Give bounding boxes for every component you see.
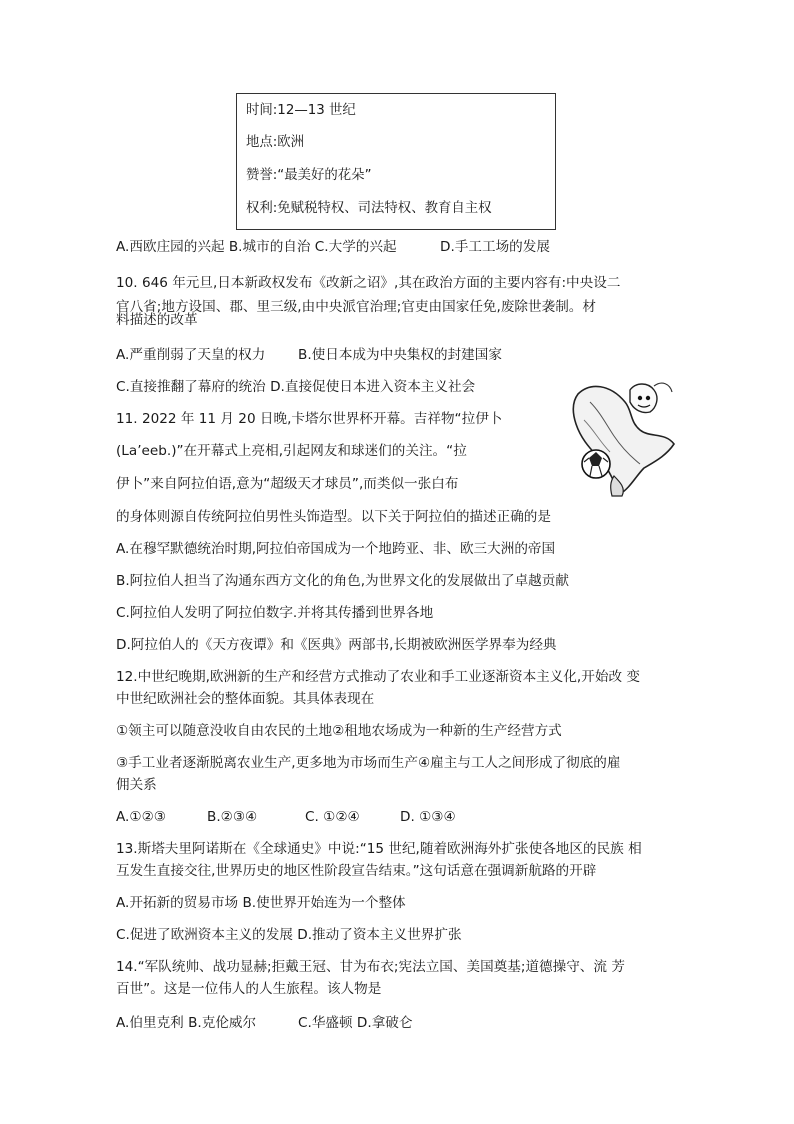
info-box — [236, 93, 556, 230]
info-label: 地点: — [246, 135, 278, 150]
q10-option-a: A.严重削弱了天皇的权力 — [116, 347, 266, 363]
q11-stem-1: 11. 2022 年 11 月 20 日晚,卡塔尔世界杯开幕。吉祥物“拉伊卜 — [116, 411, 503, 427]
info-label: 赞誉: — [246, 168, 278, 183]
q12-option-b: B.②③④ — [207, 809, 258, 825]
q14-options-cd: C.华盛顿 D.拿破仑 — [298, 1015, 413, 1031]
q12-item-2: ③手工业者逐渐脱离农业生产,更多地为市场而生产④雇主与工人之间形成了彻底的雇 — [116, 755, 621, 771]
q11-option-a: A.在穆罕默德统治时期,阿拉伯帝国成为一个地跨亚、非、欧三大洲的帝国 — [116, 541, 556, 557]
info-value: “最美好的花朵” — [277, 168, 372, 183]
q12-option-a: A.①②③ — [116, 809, 166, 825]
q13-option-cd: C.促进了欧洲资本主义的发展 D.推动了资本主义世界扩张 — [116, 927, 462, 943]
q14-options-ab: A.伯里克利 B.克伦威尔 — [116, 1015, 257, 1031]
info-row-praise — [246, 167, 372, 185]
q14-stem-2: 百世”。这是一位伟人的人生旅程。该人物是 — [116, 981, 382, 997]
q9-option-d: D.手工工场的发展 — [440, 239, 550, 255]
q10-stem-3: 料描述的改革 — [116, 312, 198, 328]
q11-option-b: B.阿拉伯人担当了沟通东西方文化的角色,为世界文化的发展做出了卓越贡献 — [116, 573, 569, 589]
info-label: 权利: — [246, 201, 278, 216]
q13-stem-1: 13.斯塔夫里阿诺斯在《全球通史》中说:“15 世纪,随着欧洲海外扩张使各地区的民族 相 — [116, 841, 642, 857]
q12-stem-2: 中世纪欧洲社会的整体面貌。其具体表现在 — [116, 691, 375, 707]
info-value: 免赋税特权、司法特权、教育自主权 — [277, 201, 492, 216]
q11-option-d: D.阿拉伯人的《天方夜谭》和《医典》两部书,长期被欧洲医学界奉为经典 — [116, 637, 557, 653]
q12-item-1: ①领主可以随意没收自由农民的土地②租地农场成为一种新的生产经营方式 — [116, 723, 562, 739]
q9-options: A.西欧庄园的兴起 B.城市的自治 C.大学的兴起 — [116, 239, 397, 255]
q12-option-c: C. ①②④ — [305, 809, 360, 825]
q11-stem-3: 伊卜”来自阿拉伯语,意为“超级天才球员”,而类似一张白布 — [116, 476, 459, 492]
q13-stem-2: 互发生直接交往,世界历史的地区性阶段宣告结束。”这句话意在强调新航路的开辟 — [116, 863, 597, 879]
q12-option-d: D. ①③④ — [400, 809, 456, 825]
info-row-place — [246, 134, 304, 152]
q11-option-c: C.阿拉伯人发明了阿拉伯数字.并将其传播到世界各地 — [116, 605, 434, 621]
q12-item-3: 佣关系 — [116, 777, 157, 793]
info-value: 12—13 世纪 — [277, 103, 356, 118]
info-label: 时间: — [246, 103, 278, 118]
q12-stem-1: 12.中世纪晚期,欧洲新的生产和经营方式推动了农业和手工业逐渐资本主义化,开始改 变 — [116, 669, 640, 685]
info-row-rights — [246, 200, 492, 218]
q10-stem-1: 10. 646 年元旦,日本新政权发布《改新之诏》,其在政治方面的主要内容有:中央设二 — [116, 275, 621, 291]
q11-stem-2: (La’eeb.)”在开幕式上亮相,引起网友和球迷们的关注。“拉 — [116, 443, 467, 459]
q13-option-ab: A.开拓新的贸易市场 B.使世界开始连为一个整体 — [116, 895, 406, 911]
q14-stem-1: 14.“军队统帅、战功显赫;拒戴王冠、甘为布衣;宪法立国、美国奠基;道德操守、流 芳 — [116, 959, 625, 975]
q10-option-b: B.使日本成为中央集权的封建国家 — [298, 347, 502, 363]
info-row-time — [246, 102, 356, 120]
q11-stem-4: 的身体则源自传统阿拉伯男性头饰造型。以下关于阿拉伯的描述正确的是 — [116, 509, 551, 525]
mascot-laeeb-image — [570, 372, 680, 502]
info-value: 欧洲 — [277, 135, 305, 150]
q10-stem-2: 官八省;地方设国、郡、里三级,由中央派官治理;官吏由国家任免,废除世袭制。材 — [116, 299, 596, 315]
q10-options-cd: C.直接推翻了幕府的统治 D.直接促使日本进入资本主义社会 — [116, 379, 476, 395]
